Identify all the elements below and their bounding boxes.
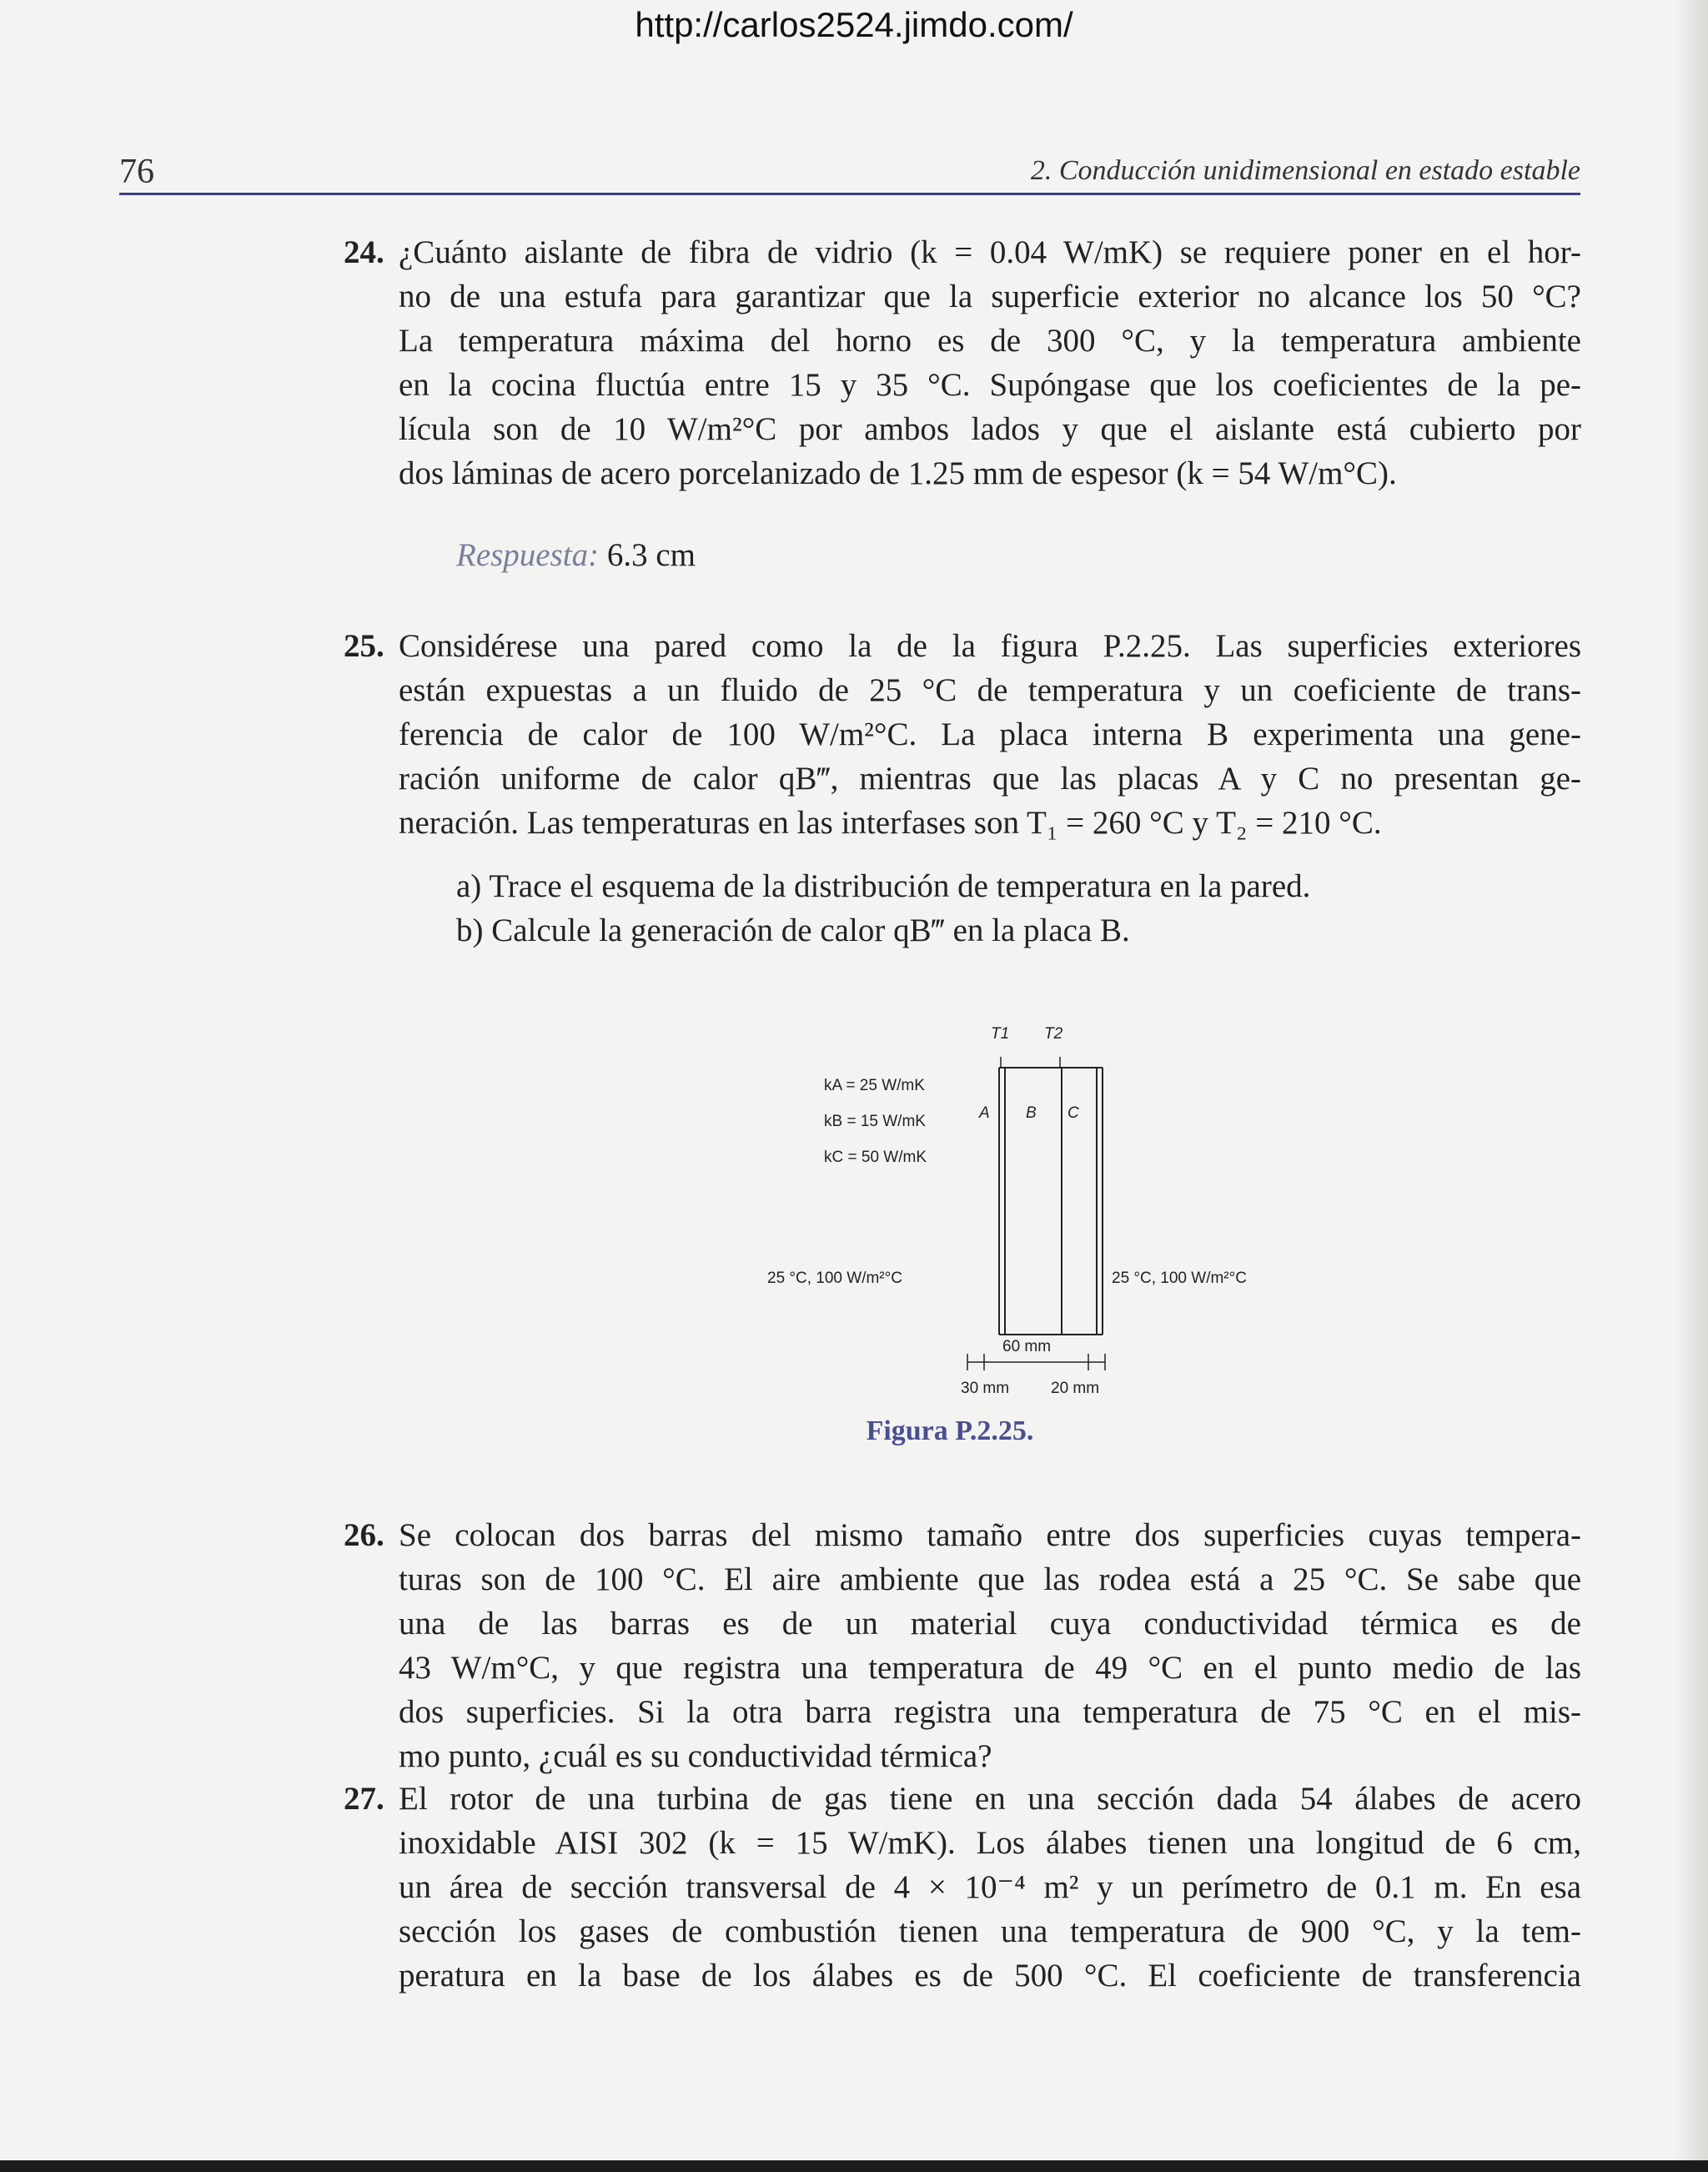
text-line: Considérese una pared como la de la figura P.2.25. Las superficies exteriores xyxy=(399,628,1581,664)
dim-c-label: 20 mm xyxy=(1051,1380,1100,1397)
text-line: un área de sección transversal de 4 × 10⁻⁴ m² y un perímetro de 0.1 m. En esa xyxy=(399,1869,1581,1905)
text-line: ferencia de calor de 100 W/m²°C. La placa interna B experimenta una gene- xyxy=(399,716,1581,752)
text-line: El rotor de una turbina de gas tiene en una sección dada 54 álabes de acero xyxy=(399,1781,1581,1817)
conductivity-a: kA = 25 W/mK xyxy=(824,1077,925,1094)
dim-b-label: 60 mm xyxy=(1002,1338,1052,1355)
page-number: 76 xyxy=(119,153,154,191)
problem-number: 24. xyxy=(344,234,384,270)
label-t1: T1 xyxy=(991,1025,1010,1043)
dim-a-label: 30 mm xyxy=(961,1380,1010,1397)
wall-figure xyxy=(751,1022,1334,1422)
text-line: en la cocina fluctúa entre 15 y 35 °C. Supóngase que los coeficientes de la pe- xyxy=(399,367,1581,403)
problem-number: 25. xyxy=(344,628,384,664)
label-c: C xyxy=(1068,1104,1079,1122)
text-line: ¿Cuánto aislante de fibra de vidrio (k = 0.04 W/mK) se requiere poner en el hor- xyxy=(399,234,1581,270)
problem-number: 27. xyxy=(344,1781,384,1817)
conductivity-b: kB = 15 W/mK xyxy=(824,1113,926,1130)
text-line: inoxidable AISI 302 (k = 15 W/mK). Los álabes tienen una longitud de 6 cm, xyxy=(399,1825,1581,1861)
header-rule xyxy=(119,193,1580,195)
text-line: ración uniforme de calor qB‴, mientras que las placas A y C no presentan ge- xyxy=(399,761,1581,797)
text-line: neración. Las temperaturas en las interfases son T₁ = 260 °C y T₂ = 210 °C. xyxy=(399,805,1382,841)
text-line: turas son de 100 °C. El aire ambiente que las rodea está a 25 °C. Se sabe que xyxy=(399,1561,1581,1597)
text-line: sección los gases de combustión tienen una temperatura de 900 °C, y la tem- xyxy=(399,1913,1581,1949)
page-spine-shadow xyxy=(1675,0,1708,2172)
text-line: una de las barras es de un material cuya conductividad térmica es de xyxy=(399,1606,1581,1642)
answer-24 xyxy=(456,536,696,574)
label-a: A xyxy=(979,1104,990,1122)
text-line: Se colocan dos barras del mismo tamaño entre dos superficies cuyas tempera- xyxy=(399,1517,1581,1553)
page-bottom-edge xyxy=(0,2160,1708,2172)
problem-27 xyxy=(344,1777,1581,1998)
text-line: dos láminas de acero porcelanizado de 1.25 mm de espesor (k = 54 W/m°C). xyxy=(399,455,1397,491)
problem-26 xyxy=(344,1513,1581,1778)
answer-label: Respuesta: xyxy=(456,537,600,573)
part-b: b) Calcule la generación de calor qB‴ en la placa B. xyxy=(456,913,1130,948)
figure-caption: Figura P.2.25. xyxy=(866,1415,1034,1446)
text-line: no de una estufa para garantizar que la superficie exterior no alcance los 50 °C? xyxy=(399,279,1581,314)
problem-25 xyxy=(344,624,1581,845)
text-line: 43 W/m°C, y que registra una temperatura de 49 °C en el punto medio de las xyxy=(399,1650,1581,1686)
running-head: 2. Conducción unidimensional en estado estable xyxy=(1030,155,1580,186)
part-a: a) Trace el esquema de la distribución de temperatura en la pared. xyxy=(456,868,1311,904)
text-line: peratura en la base de los álabes es de 500 °C. El coeficiente de transferencia xyxy=(399,1958,1581,1994)
conductivity-c: kC = 50 W/mK xyxy=(824,1149,927,1166)
label-t2: T2 xyxy=(1044,1025,1063,1043)
wall-outline xyxy=(1005,1068,1097,1335)
label-b: B xyxy=(1026,1104,1037,1122)
text-line: están expuestas a un fluido de 25 °C de temperatura y un coeficiente de trans- xyxy=(399,672,1581,708)
text-line: dos superficies. Si la otra barra registra una temperatura de 75 °C en el mis- xyxy=(399,1694,1581,1730)
text-line: La temperatura máxima del horno es de 300 °C, y la temperatura ambiente xyxy=(399,323,1581,359)
problem-number: 26. xyxy=(344,1517,384,1553)
right-fluid-label: 25 °C, 100 W/m²°C xyxy=(1112,1270,1247,1287)
left-fluid-label: 25 °C, 100 W/m²°C xyxy=(767,1270,902,1287)
text-line: lícula son de 10 W/m²°C por ambos lados y que el aislante está cubierto por xyxy=(399,411,1581,447)
text-line: mo punto, ¿cuál es su conductividad térmica? xyxy=(399,1738,992,1774)
answer-value: 6.3 cm xyxy=(606,537,696,573)
source-url: http://carlos2524.jimdo.com/ xyxy=(635,5,1073,44)
problem-24 xyxy=(344,230,1581,495)
